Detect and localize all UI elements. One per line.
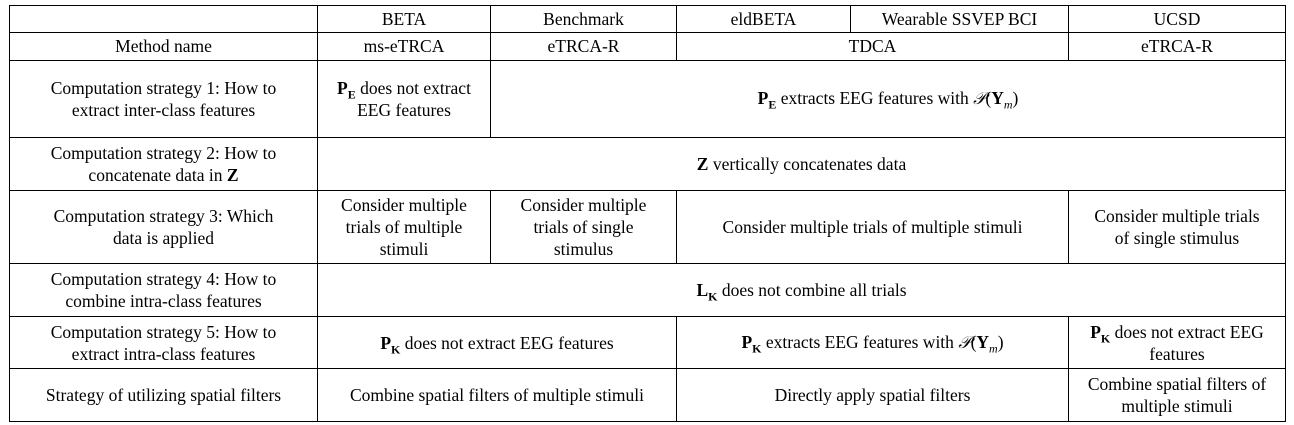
math-symbol: Z xyxy=(226,164,239,185)
math-paren: ( xyxy=(985,88,992,109)
method-label: Method name xyxy=(10,33,318,60)
comparison-table xyxy=(9,5,1286,422)
header-ucsd: UCSD xyxy=(1069,6,1286,33)
strategy5-mid xyxy=(677,316,1069,369)
method-beta: ms-eTRCA xyxy=(318,33,491,60)
header-benchmark: Benchmark xyxy=(491,6,677,33)
math-symbol: Z xyxy=(696,153,709,174)
strategy1-rest xyxy=(491,60,1286,138)
strategy2-all xyxy=(318,138,1286,191)
spatial-row xyxy=(10,369,1286,422)
strategy1-label: Computation strategy 1: How to extract inter-class features xyxy=(10,60,318,138)
header-wearable: Wearable SSVEP BCI xyxy=(851,6,1069,33)
math-subscript: E xyxy=(768,97,777,112)
header-beta: BETA xyxy=(318,6,491,33)
strategy3-beta: Consider multiple trials of multiple stimuli xyxy=(318,190,491,264)
math-function: 𝒫 xyxy=(958,333,971,354)
math-symbol: P xyxy=(337,77,348,98)
math-symbol: P xyxy=(741,332,753,353)
cell-text: does not extract EEG features xyxy=(355,77,471,120)
strategy3-label: Computation strategy 3: Which data is applied xyxy=(10,190,318,264)
cell-text: extracts EEG features with xyxy=(761,332,959,353)
strategy1-row xyxy=(10,60,1286,138)
math-subscript: K xyxy=(391,342,401,357)
math-subscript: E xyxy=(347,87,356,102)
math-function: 𝒫 xyxy=(973,89,986,110)
strategy4-all xyxy=(318,264,1286,317)
math-symbol: P xyxy=(380,332,392,353)
header-blank xyxy=(10,6,318,33)
math-symbol: P xyxy=(757,88,769,109)
strategy3-ucsd: Consider multiple trials of single stimulus xyxy=(1069,190,1286,264)
spatial-label: Strategy of utilizing spatial filters xyxy=(10,369,318,422)
strategy5-row xyxy=(10,316,1286,369)
math-symbol: Y xyxy=(976,332,990,353)
method-row xyxy=(10,33,1286,60)
math-paren: ) xyxy=(997,332,1004,353)
math-paren: ( xyxy=(970,332,977,353)
strategy2-label xyxy=(10,138,318,191)
method-ucsd: eTRCA-R xyxy=(1069,33,1286,60)
strategy4-label: Computation strategy 4: How to combine intra-class features xyxy=(10,264,318,317)
math-subscript: K xyxy=(752,341,762,356)
cell-text: Computation strategy 2: How to concatenate data in xyxy=(50,142,277,185)
cell-text: does not combine all trials xyxy=(717,280,907,301)
strategy3-benchmark: Consider multiple trials of single stimulus xyxy=(491,190,677,264)
math-symbol: Y xyxy=(991,88,1004,109)
cell-text: does not extract EEG features xyxy=(400,332,614,353)
header-row xyxy=(10,6,1286,33)
math-subscript: m xyxy=(989,341,998,356)
header-eldbeta: eldBETA xyxy=(677,6,851,33)
strategy3-eld-wearable: Consider multiple trials of multiple stimuli xyxy=(677,190,1069,264)
strategy1-beta xyxy=(318,60,491,138)
math-paren: ) xyxy=(1012,88,1019,109)
strategy3-row xyxy=(10,190,1286,264)
math-subscript: K xyxy=(1100,331,1111,346)
strategy5-label: Computation strategy 5: How to extract intra-class features xyxy=(10,316,318,369)
spatial-ucsd: Combine spatial filters of multiple stimuli xyxy=(1069,369,1286,422)
cell-text: does not extract EEG features xyxy=(1110,321,1264,364)
math-subscript: m xyxy=(1003,97,1013,112)
strategy5-left xyxy=(318,316,677,369)
strategy2-row xyxy=(10,138,1286,191)
method-benchmark: eTRCA-R xyxy=(491,33,677,60)
math-subscript: K xyxy=(708,289,718,304)
spatial-mid: Directly apply spatial filters xyxy=(677,369,1069,422)
math-symbol: L xyxy=(696,280,709,301)
cell-text: vertically concatenates data xyxy=(708,153,907,174)
method-eld-wearable: TDCA xyxy=(677,33,1069,60)
cell-text: extracts EEG features with xyxy=(776,88,974,109)
spatial-left: Combine spatial filters of multiple stimuli xyxy=(318,369,677,422)
math-symbol: P xyxy=(1090,321,1101,342)
strategy4-row xyxy=(10,264,1286,317)
strategy5-ucsd xyxy=(1069,316,1286,369)
